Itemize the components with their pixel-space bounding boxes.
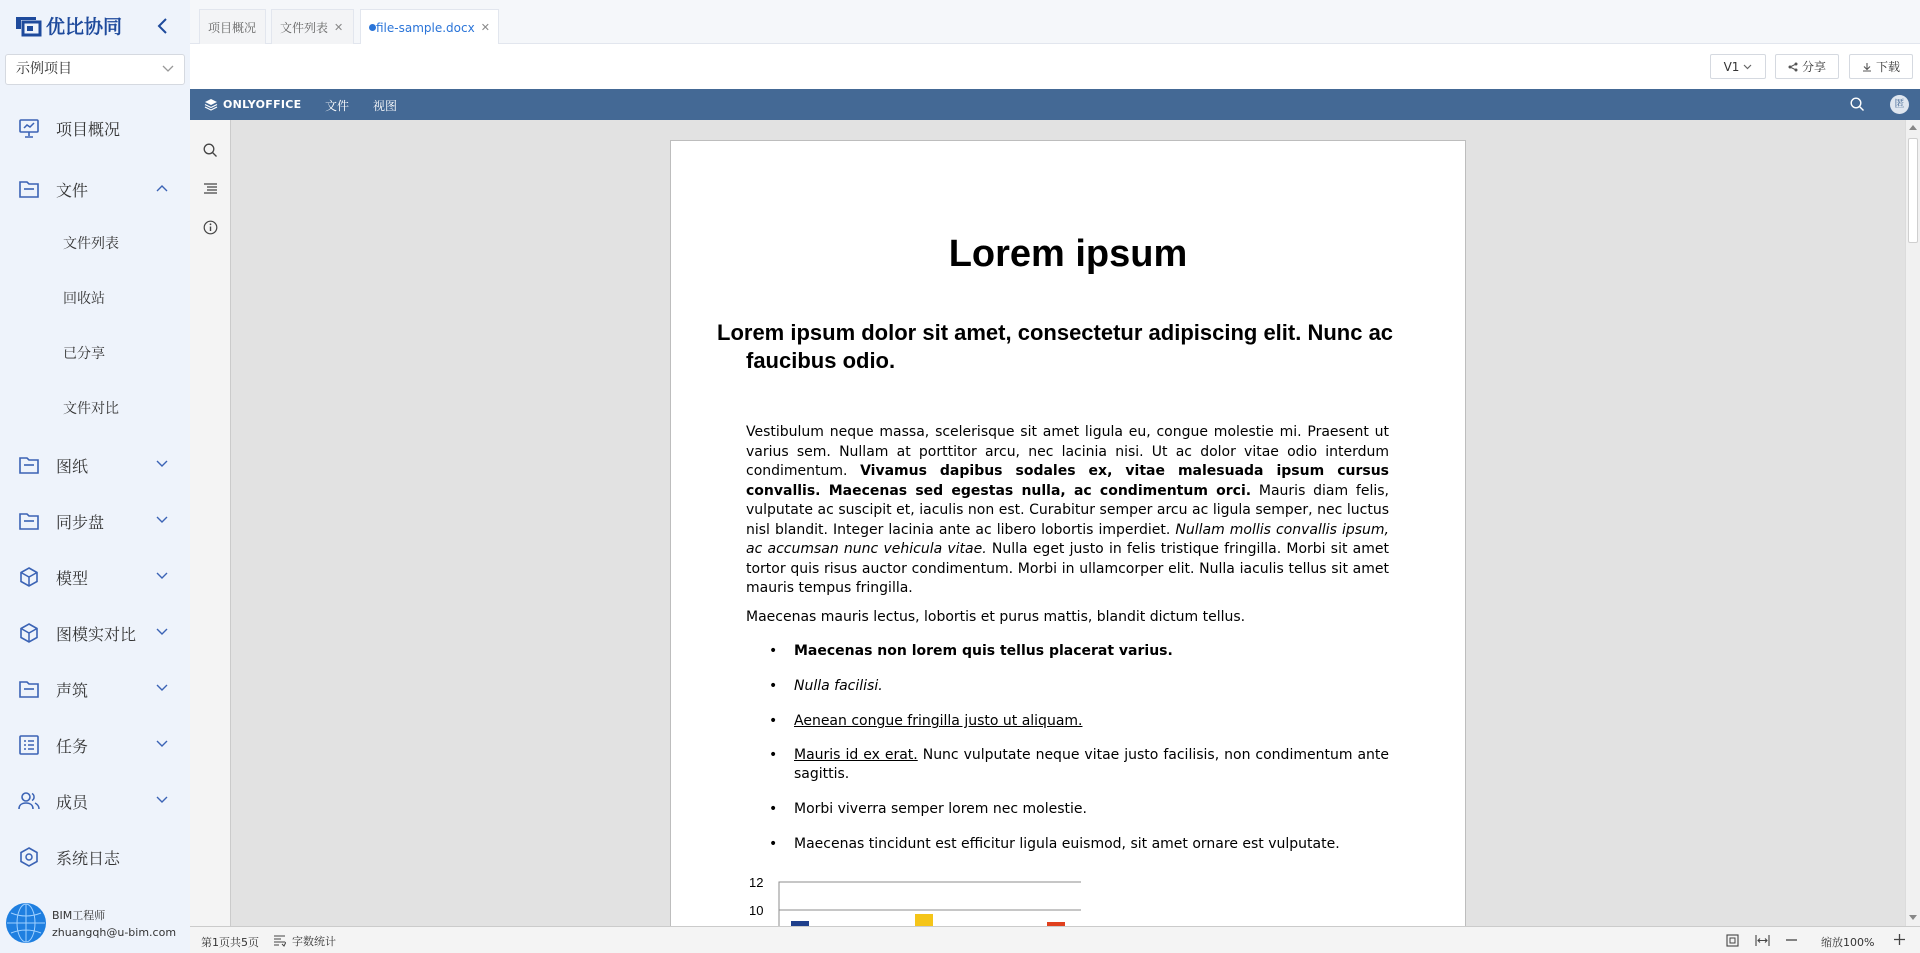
folder-icon [18,510,40,532]
nav-label: 模型 [56,568,89,588]
nav-item-overview[interactable] [0,106,190,150]
underlined-run: Mauris id ex erat. [794,747,918,763]
brand-text: ONLYOFFICE [223,98,302,111]
users-icon [18,790,40,812]
download-icon [1862,62,1872,72]
zoom-in-icon[interactable] [1894,934,1905,945]
subnav-item-file-compare[interactable]: 文件对比 [63,401,119,417]
chevron-down-icon [156,516,168,524]
editor-left-panel [190,120,231,926]
editor-user-avatar[interactable]: 匿 [1890,95,1909,114]
shield-icon [18,846,40,868]
chevron-down-icon [1743,64,1752,70]
share-button[interactable] [1775,54,1839,79]
info-icon[interactable] [203,220,218,235]
sidebar [0,0,190,953]
onlyoffice-logo [204,98,302,111]
word-count-icon [273,935,286,947]
list-item-text: Aenean congue fringilla justo ut aliquam. [794,713,1083,729]
app-name: 优比协同 [46,16,123,38]
text-run: Mauris diam felis, vulputate ac suscipit et, iaculis non est. Curabitur semper arcu ac ligula semper, nec luctus nisl blandit. Integer lacinia ante ac libero lobortis imperdiet. [746,482,1390,538]
chevron-up-icon [156,184,168,192]
text-run: Nulla eget justo in felis tristique fringilla. Morbi sit amet tortor quis risus auctor condimentum. Morbi in ullamcorper elit. Nulla iaculis tellus sit amet mauris tempus fringilla. [746,541,1389,596]
nav-label: 同步盘 [56,512,105,532]
user-name: BIM工程师 [52,909,106,922]
project-select-value: 示例项目 [16,61,72,77]
bullet-glyph: • [769,836,778,852]
list-item-text: Maecenas non lorem quis tellus placerat varius. [794,643,1173,659]
chevron-down-icon [156,684,168,692]
fit-width-icon[interactable] [1755,934,1770,947]
body-paragraph-1 [746,423,1389,599]
tab-label: file-sample.docx [376,20,475,35]
version-value: V1 [1723,59,1740,74]
y-tick-label: 12 [749,875,764,890]
nav-label: 任务 [56,736,89,756]
nav-item-files[interactable] [0,167,190,211]
fit-page-icon[interactable] [1726,934,1739,947]
bullet-glyph: • [769,713,778,729]
nav-item-compare[interactable] [0,611,190,655]
word-count-label: 字数统计 [292,935,336,948]
bullet-glyph: • [769,643,778,659]
y-tick-label: 10 [749,903,764,918]
body-paragraph-2: Maecenas mauris lectus, lobortis et purus mattis, blandit dictum tellus. [746,609,1246,625]
nav-label: 项目概况 [56,119,121,139]
nav-item-drawings[interactable] [0,443,190,487]
list-item-text: Maecenas tincidunt est efficitur ligula euismod, sit amet ornare est vulputate. [794,836,1340,852]
document-canvas[interactable] [231,120,1905,926]
logo-icon [14,14,42,38]
nav-label: 图纸 [56,456,89,476]
page-indicator[interactable]: 第1页共5页 [201,936,259,949]
download-button[interactable] [1849,54,1913,79]
user-profile[interactable] [6,903,188,947]
document-heading: Lorem ipsum dolor sit amet, consectetur adipiscing elit. Nunc ac faucibus odio. [717,320,1394,373]
bullet-glyph: • [769,678,778,694]
chevron-down-icon [156,740,168,748]
presentation-icon [18,117,40,139]
search-icon[interactable] [1850,97,1865,112]
cube-icon [18,566,40,588]
editor-toolbar [190,89,1920,120]
subnav-item-file-list[interactable]: 文件列表 [63,236,119,252]
unsaved-dot-icon [369,24,376,31]
bullet-glyph: • [769,747,778,763]
list-item-text: Nulla facilisi. [794,678,883,694]
nav-item-model[interactable] [0,555,190,599]
tab-bar [190,0,1920,44]
status-bar [190,926,1920,953]
avatar [6,903,46,943]
download-label: 下载 [1875,60,1900,74]
nav-item-acoustic[interactable] [0,667,190,711]
search-icon[interactable] [203,143,218,158]
share-icon [1788,62,1798,72]
text-run: Nunc vulputate neque vitae justo facilisis, non condimentum ante sagittis. [794,747,1389,782]
nav-item-tasks[interactable] [0,723,190,767]
word-count-button[interactable] [273,933,336,949]
list-item-text [794,746,1389,784]
task-list-icon [18,734,40,756]
nav-item-syslog[interactable] [0,835,190,879]
version-select[interactable] [1710,54,1766,79]
folder-icon [18,454,40,476]
nav-label: 声筑 [56,680,89,700]
menu-view[interactable]: 视图 [373,99,398,113]
nav-item-members[interactable] [0,779,190,823]
document-page[interactable] [670,140,1466,926]
subnav-item-shared[interactable]: 已分享 [63,346,105,362]
nav-label: 文件 [56,180,89,200]
tab-overview[interactable] [199,9,266,44]
folder-icon [18,678,40,700]
subnav-item-recycle-bin[interactable]: 回收站 [63,291,105,307]
nav-item-sync[interactable] [0,499,190,543]
cube-icon [18,622,40,644]
nav-label: 成员 [56,792,89,812]
user-email: zhuangqh@u-bim.com [52,926,177,939]
zoom-level: 缩放100% [1821,936,1875,949]
menu-file[interactable]: 文件 [325,99,350,113]
close-icon[interactable]: ✕ [334,20,344,34]
zoom-out-icon[interactable] [1786,939,1797,941]
navigation-icon[interactable] [203,181,218,196]
project-select[interactable] [5,54,185,85]
chart-bar [915,914,933,926]
document-title: Lorem ipsum [948,233,1188,275]
chevron-down-icon [162,65,174,73]
share-label: 分享 [1801,60,1826,74]
scroll-down-arrow-icon[interactable] [1909,915,1917,921]
close-icon[interactable]: ✕ [480,21,490,34]
chevron-down-icon [156,572,168,580]
bullet-glyph: • [769,801,778,817]
list-item-text: Morbi viverra semper lorem nec molestie. [794,801,1087,817]
scroll-up-arrow-icon[interactable] [1909,124,1917,130]
tab-file-list[interactable] [271,9,354,44]
document-action-bar [190,44,1920,89]
app-logo[interactable] [14,12,122,39]
tab-label: 项目概况 [208,20,257,35]
embedded-chart[interactable] [741,874,1081,926]
tab-label: 文件列表 [280,20,329,35]
folder-icon [18,178,40,200]
italic-run: Nullam mollis convallis ipsum, ac accumsan nunc vehicula vitae. [746,521,1389,557]
nav-label: 系统日志 [56,848,121,868]
collapse-sidebar-icon[interactable] [156,17,170,35]
bold-run: Vivamus dapibus sodales ex, vitae malesuada ipsum cursus convallis. Maecenas sed egestas nulla, ac condimentum orci. [746,463,1389,499]
scrollbar-thumb[interactable] [1908,138,1918,243]
tab-file-sample[interactable] [360,9,499,45]
chevron-down-icon [156,796,168,804]
vertical-scrollbar[interactable] [1905,120,1920,926]
text-run: Vestibulum neque massa, scelerisque sit amet ligula eu, congue molestie mi. Praesent ut varius sem. Nullam at porttitor arcu, nec lacinia nisi. Ut ac dolor vitae odio interdum condimentum. [746,424,1389,479]
chevron-down-icon [156,460,168,468]
chevron-down-icon [156,628,168,636]
nav-label: 图模实对比 [56,624,137,644]
layers-icon [204,98,218,111]
